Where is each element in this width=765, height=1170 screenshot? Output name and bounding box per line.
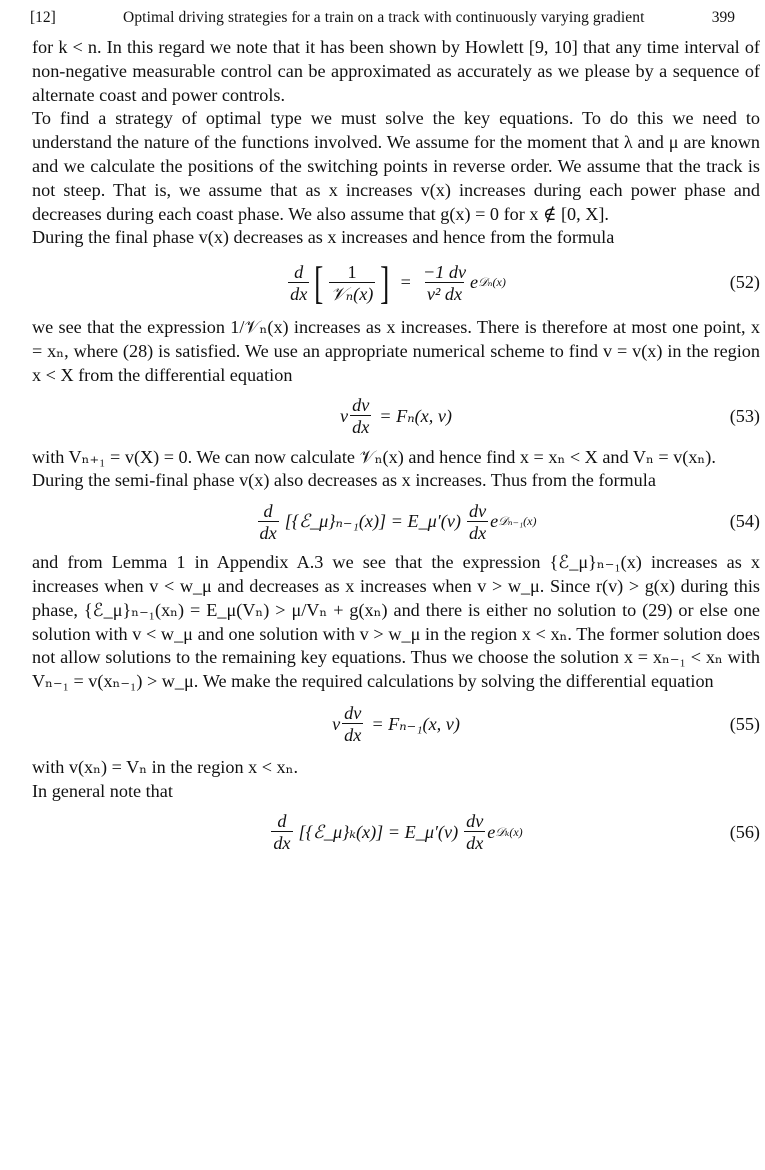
paragraph-8: with v(xₙ) = Vₙ in the region x < xₙ. [32, 756, 299, 777]
equation-55: v $\frac{dv}{dx}$ = Fₙ₋₁(x, v) (55) [332, 703, 760, 746]
paragraph-3: During the final phase v(x) decreases as x increases and hence from the formula [32, 227, 615, 248]
equation-number-54: (54) [729, 511, 760, 532]
paragraph-9: In general note that [32, 780, 173, 801]
paragraph-1: for k < n. In this regard we note that it has been shown by Howlett [9, 10] that any time interval of non-negative measurable control can be approximated as accurately as we please by a sequence of alternate coast and power controls. [32, 37, 760, 105]
reference-number: [12] [30, 9, 56, 26]
equation-56: $\frac{d}{dx}$ [{ℰ_μ}ₖ(x)] = E_μ′(v) $\frac{dv}{dx}$ e 𝒟ₖ(x) (56) [273, 811, 760, 854]
running-header [30, 6, 735, 30]
paragraph-5: with Vₙ₊₁ = v(X) = 0. We can now calculate 𝒱ₙ(x) and hence find x = xₙ < X and Vₙ = v(xₙ). [32, 446, 716, 467]
paragraph-7: and from Lemma 1 in Appendix A.3 we see that the expression {ℰ_μ}ₙ₋₁(x) increases as x increases when v < w_μ and decreases as x increases when v > w_μ. Since r(v) > g(x) during this phase, {ℰ_μ}ₙ₋₁(xₙ) = E_μ(Vₙ) > μ/Vₙ + g(xₙ) and there is either no solution to (29) or else one solution with v < w_μ and one solution with v > w_μ in the region x < xₙ. The former solution does not allow solutions to the remaining key equations. Thus we choose the solution x = xₙ₋₁ < xₙ with Vₙ₋₁ = v(xₙ₋₁) > w_μ. We make the required calculations by solving the differential equation [32, 552, 760, 692]
paragraph-6: During the semi-final phase v(x) also decreases as x increases. Thus from the formula [32, 470, 656, 491]
equation-number-53: (53) [729, 405, 760, 426]
equation-number-52: (52) [729, 272, 760, 293]
paragraph-2: To find a strategy of optimal type we must solve the key equations. To do this we need to understand the nature of the functions involved. We assume for the moment that λ and μ are known and we calculate the positions of the switching points in reverse order. We assume that the track is not steep. That is, we assume that as x increases v(x) increases during each power phase and decreases during each coast phase. We also assume that g(x) = 0 for x ∉ [0, X]. [32, 108, 760, 224]
equation-52: $\frac{d}{dx}$ [ $\frac{1}{\text{𝒱ₙ(x)}}$ ] = $\frac{-1 dv}{\text{v² dx}}$ e 𝒟ₙ(x) (52) [290, 257, 760, 309]
body-text [32, 36, 760, 862]
equation-53: v $\frac{dv}{dx}$ = Fₙ(x, v) (53) [340, 395, 760, 438]
equation-number-55: (55) [729, 714, 760, 735]
page-number: 399 [711, 9, 735, 26]
paragraph-4: we see that the expression 1/𝒱ₙ(x) increases as x increases. There is therefore at most one point, x = xₙ, where (28) is satisfied. We use an appropriate numerical scheme to find v = v(x) in the region x < X from the differential equation [32, 317, 760, 385]
equation-54: $\frac{d}{dx}$ [{ℰ_μ}ₙ₋₁(x)] = E_μ′(v) $\frac{dv}{dx}$ e 𝒟ₙ₋₁(x) (54) [259, 500, 760, 543]
equation-number-56: (56) [729, 821, 760, 842]
running-title: Optimal driving strategies for a train on a track with continuously varying gradient [123, 9, 645, 26]
